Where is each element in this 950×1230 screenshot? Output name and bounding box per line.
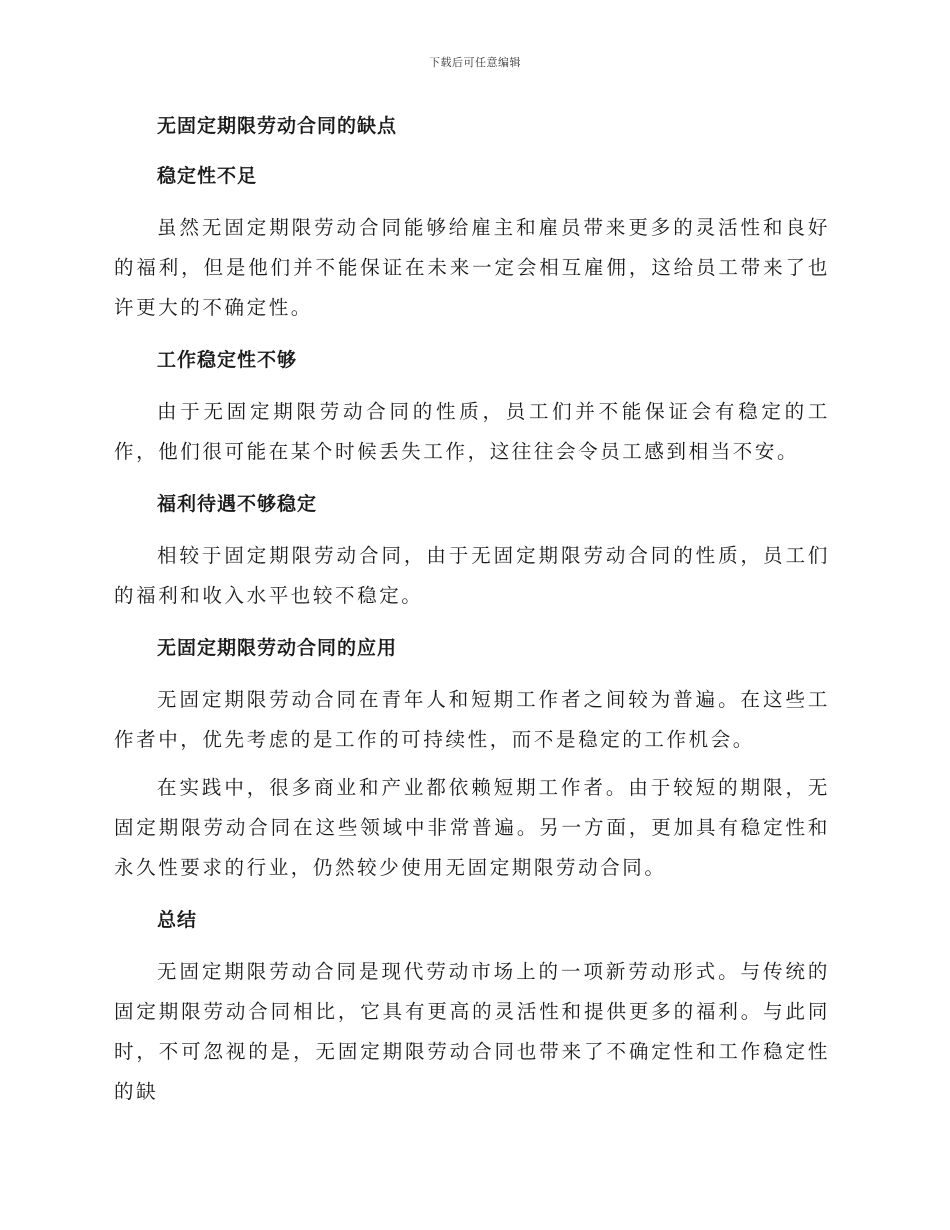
section-heading-insufficient-stability: 稳定性不足 [157, 165, 258, 187]
section-heading-job-stability: 工作稳定性不够 [157, 349, 298, 371]
page-header-note: 下载后可任意编辑 [429, 56, 521, 69]
section-heading-summary: 总结 [157, 909, 198, 931]
paragraph-summary: 无固定期限劳动合同是现代劳动市场上的一项新劳动形式。与传统的固定期限劳动合同相比，它具有更高的灵活性和提供更多的福利。与此同时，不可忽视的是，无固定期限劳动合同也带来了不确定性和工作稳定性的缺 [114, 960, 830, 1103]
paragraph-job-stability: 由于无固定期限劳动合同的性质，员工们并不能保证会有稳定的工作，他们很可能在某个时候丢失工作，这往往会令员工感到相当不安。 [114, 400, 830, 463]
section-heading-application: 无固定期限劳动合同的应用 [157, 637, 398, 659]
section-heading-benefits: 福利待遇不够稳定 [157, 493, 318, 515]
paragraph-stability: 虽然无固定期限劳动合同能够给雇主和雇员带来更多的灵活性和良好的福利，但是他们并不能保证在未来一定会相互雇佣，这给员工带来了也许更大的不确定性。 [114, 216, 830, 319]
paragraph-application-2: 在实践中，很多商业和产业都依赖短期工作者。由于较短的期限，无固定期限劳动合同在这些领域中非常普遍。另一方面，更加具有稳定性和永久性要求的行业，仍然较少使用无固定期限劳动合同。 [114, 776, 830, 879]
paragraph-application-1: 无固定期限劳动合同在青年人和短期工作者之间较为普遍。在这些工作者中，优先考虑的是工作的可持续性，而不是稳定的工作机会。 [114, 688, 830, 751]
document-body [114, 112, 830, 1112]
paragraph-benefits: 相较于固定期限劳动合同，由于无固定期限劳动合同的性质，员工们的福利和收入水平也较不稳定。 [114, 544, 830, 607]
section-heading-drawbacks: 无固定期限劳动合同的缺点 [157, 115, 398, 137]
